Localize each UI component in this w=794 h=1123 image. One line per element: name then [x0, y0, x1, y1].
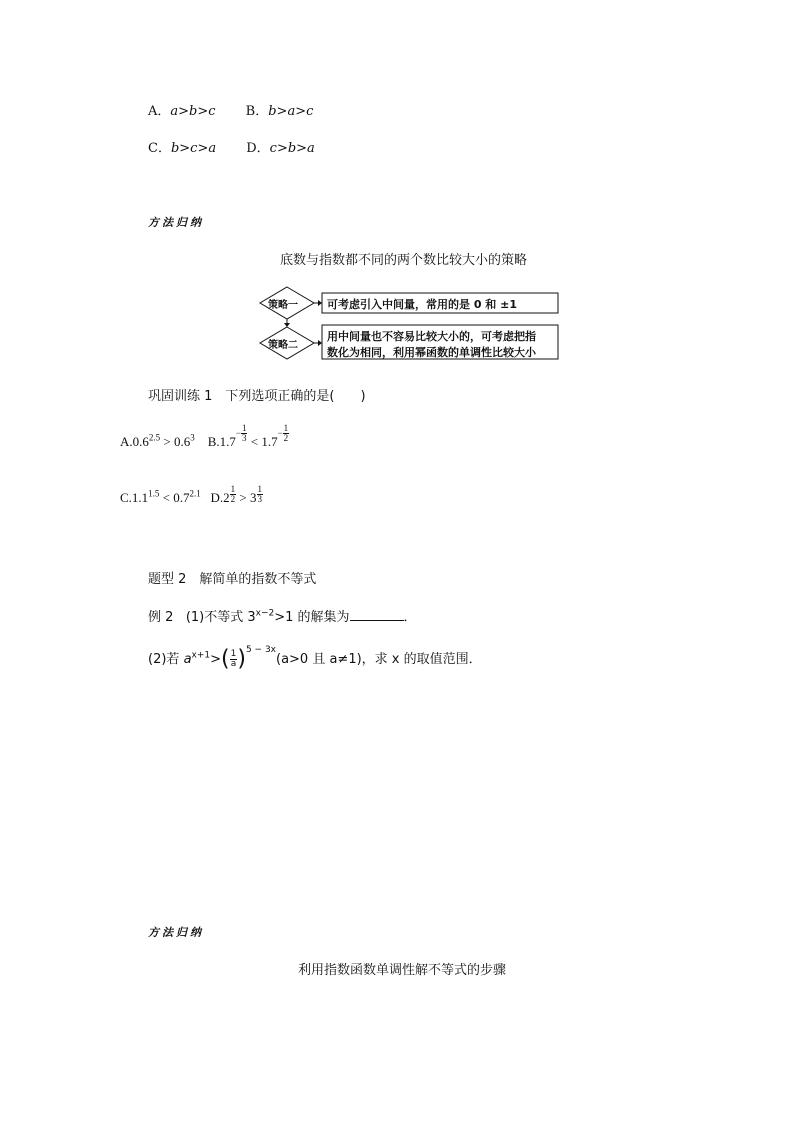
ex1-a-exp2: 3 — [190, 432, 195, 443]
option-d-label: D． — [246, 141, 270, 156]
example2-q2 — [148, 644, 482, 672]
q1-prefix: (1)不等式 3 — [185, 610, 256, 625]
ex1-d-op: > — [239, 490, 247, 505]
q2-cond: (a>0 且 a≠1)，求 x 的取值范围． — [276, 652, 482, 667]
option-c-text: b>c>a — [170, 141, 217, 156]
q2-left-paren: ( — [221, 646, 230, 672]
ex1-b-den: 3 — [241, 433, 247, 443]
ex1-b-base2: 1.7 — [261, 434, 278, 449]
option-a-label: A． — [148, 104, 171, 119]
ex1-b-base: 1.7 — [219, 434, 236, 449]
option-b-label: B． — [245, 104, 269, 119]
strategy2-text-line1: 用中间量也不容易比较大小的，可考虑把指 — [327, 330, 536, 343]
option-a-text: a>b>c — [170, 104, 216, 119]
ex1-d-num: 1 — [230, 484, 236, 494]
exercise1-row-ab — [120, 423, 289, 453]
ex1-b-den2: 2 — [283, 433, 289, 443]
ex1-b-exp — [236, 424, 248, 443]
ex1-c-base2: 0.7 — [173, 490, 190, 505]
ex1-a-label: A. — [120, 434, 133, 449]
arrow-down-icon — [284, 323, 290, 327]
ex1-d-exp — [230, 485, 237, 504]
ex1-c-label: C. — [120, 490, 132, 505]
ex1-b-sign2: − — [277, 428, 283, 438]
example2-q1 — [148, 606, 417, 625]
option-c-label: C． — [148, 141, 171, 156]
q2-exp2: 5 − 3x — [245, 644, 276, 655]
ex1-c-exp2: 2.1 — [189, 488, 201, 499]
method-label-1: 方法归纳 — [148, 216, 204, 229]
q2-base: a — [183, 652, 192, 667]
q2-num: 1 — [230, 649, 237, 659]
ex1-d-exp2 — [257, 485, 264, 504]
ex1-b-num: 1 — [241, 423, 247, 433]
q2-prefix: (2)若 — [148, 652, 184, 667]
q2-exp: x+1 — [191, 650, 211, 661]
ex1-b-op: < — [250, 434, 259, 449]
q1-mid: >1 的解集为 — [274, 610, 350, 625]
arrow-right-icon — [318, 300, 322, 306]
q2-right-paren: ) — [237, 646, 246, 672]
ex1-d-den: 2 — [230, 494, 236, 504]
section2-title: 题型 2 解简单的指数不等式 — [148, 572, 317, 587]
method-title-1: 底数与指数都不同的两个数比较大小的策略 — [280, 253, 528, 268]
ex1-b-sign: − — [235, 428, 241, 438]
ex1-d-base: 2 — [223, 490, 230, 505]
strategy2-text-line2: 数化为相同，利用幂函数的单调性比较大小 — [327, 346, 536, 359]
ex1-a-base: 0.6 — [132, 434, 149, 449]
strategy1-text: 可考虑引入中间量，常用的是 0 和 ±1 — [327, 298, 518, 311]
method-title-2: 利用指数函数单调性解不等式的步骤 — [298, 963, 507, 978]
ex1-d-base2: 3 — [250, 490, 257, 505]
example2-label: 例 2 — [148, 610, 174, 625]
arrow-right-icon — [318, 340, 322, 346]
ex1-d-num2: 1 — [257, 484, 262, 494]
ex1-b-num2: 1 — [283, 423, 289, 433]
ex1-c-op: < — [162, 490, 171, 505]
ex1-a-op: > — [163, 434, 171, 449]
q2-den: a — [230, 659, 237, 669]
ex1-a-exp: 2.5 — [148, 432, 161, 443]
option-b-text: b>a>c — [268, 104, 314, 119]
ex1-d-den2: 3 — [257, 494, 262, 504]
method-label-2: 方法归纳 — [148, 926, 204, 939]
ex1-c-exp: 1.5 — [148, 488, 160, 499]
option-row-ab — [148, 100, 313, 119]
q2-gt: > — [210, 652, 222, 667]
ex1-a-base2: 0.6 — [173, 434, 191, 449]
strategy1-label: 策略一 — [268, 300, 298, 311]
exercise1-row-cd — [120, 484, 263, 514]
q1-end: ． — [403, 610, 417, 625]
ex1-b-exp2 — [278, 424, 290, 443]
option-row-cd — [148, 137, 315, 156]
q1-exp: x−2 — [255, 608, 275, 619]
exercise1-prompt: 巩固训练 1 下列选项正确的是( ) — [148, 389, 366, 404]
strategy2-label: 策略二 — [268, 340, 298, 351]
q1-answer-blank — [350, 608, 404, 621]
ex1-b-label: B. — [207, 434, 220, 449]
option-d-text: c>b>a — [269, 141, 315, 156]
ex1-d-label: D. — [210, 490, 224, 505]
ex1-c-base: 1.1 — [131, 490, 149, 505]
